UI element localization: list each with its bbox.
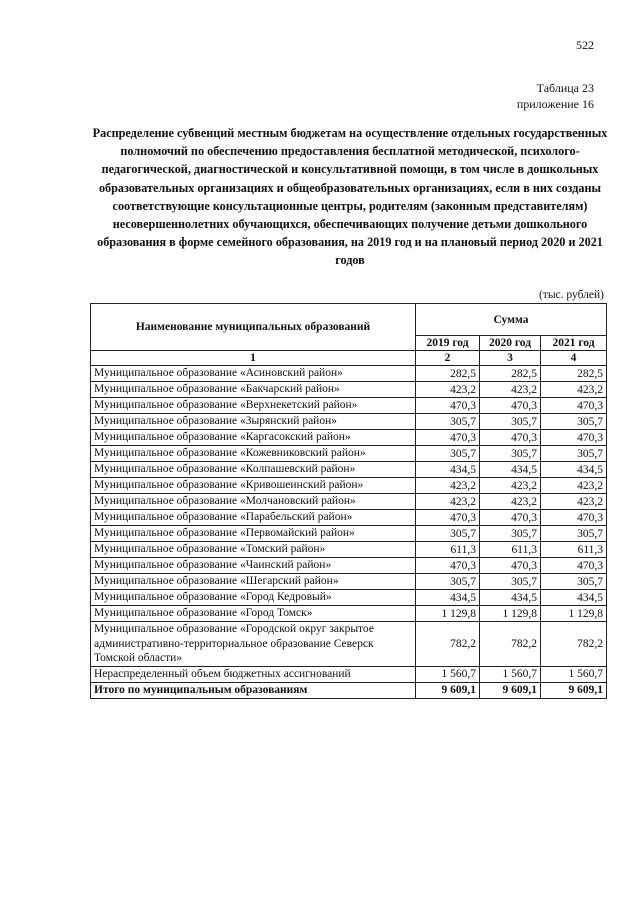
value-2019: 282,5	[416, 366, 480, 382]
value-2020: 470,3	[480, 430, 541, 446]
table-row	[91, 366, 607, 382]
row-name: Муниципальное образование «Верхнекетский район»	[91, 398, 416, 414]
table-row	[91, 494, 607, 510]
row-name: Муниципальное образование «Город Томск»	[91, 606, 416, 622]
table-body	[91, 366, 607, 699]
value-2021: 1 560,7	[541, 666, 607, 682]
row-name: Муниципальное образование «Колпашевский район»	[91, 462, 416, 478]
table-row	[91, 526, 607, 542]
value-2019: 434,5	[416, 590, 480, 606]
year-header-2021: 2021 год	[541, 336, 607, 351]
table-row	[91, 606, 607, 622]
value-2021: 1 129,8	[541, 606, 607, 622]
value-2021: 282,5	[541, 366, 607, 382]
row-name: Муниципальное образование «Бакчарский район»	[91, 382, 416, 398]
row-name: Муниципальное образование «Каргасокский район»	[91, 430, 416, 446]
col-number: 4	[541, 351, 607, 366]
value-2019: 1 560,7	[416, 666, 480, 682]
table-row	[91, 622, 607, 667]
value-2020: 782,2	[480, 622, 541, 667]
row-name: Муниципальное образование «Кожевниковский район»	[91, 446, 416, 462]
value-2019: 305,7	[416, 526, 480, 542]
value-2021: 470,3	[541, 510, 607, 526]
value-2020: 434,5	[480, 462, 541, 478]
value-2019: 782,2	[416, 622, 480, 667]
table-row	[91, 510, 607, 526]
table-ref-line1: Таблица 23	[536, 81, 594, 95]
col-number: 3	[480, 351, 541, 366]
units-label: (тыс. рублей)	[538, 289, 604, 301]
value-2020: 470,3	[480, 398, 541, 414]
value-2021: 434,5	[541, 590, 607, 606]
row-name: Нераспределенный объем бюджетных ассигнований	[91, 666, 416, 682]
value-2020: 434,5	[480, 590, 541, 606]
value-2019: 470,3	[416, 510, 480, 526]
table-row	[91, 414, 607, 430]
table-row	[91, 398, 607, 414]
year-header-2020: 2020 год	[480, 336, 541, 351]
row-name: Муниципальное образование «Парабельский район»	[91, 510, 416, 526]
value-2021: 305,7	[541, 414, 607, 430]
value-2019: 423,2	[416, 382, 480, 398]
total-2020: 9 609,1	[480, 682, 541, 698]
subsidy-table	[90, 303, 607, 699]
total-row	[91, 682, 607, 698]
row-name: Муниципальное образование «Томский район»	[91, 542, 416, 558]
value-2019: 1 129,8	[416, 606, 480, 622]
table-row	[91, 478, 607, 494]
table-row	[91, 382, 607, 398]
value-2020: 423,2	[480, 478, 541, 494]
table-row	[91, 446, 607, 462]
col-number: 1	[91, 351, 416, 366]
table-row	[91, 542, 607, 558]
table-row	[91, 574, 607, 590]
row-name: Муниципальное образование «Чаинский район»	[91, 558, 416, 574]
table-ref-line2: приложение 16	[516, 97, 594, 111]
value-2020: 305,7	[480, 414, 541, 430]
value-2021: 423,2	[541, 382, 607, 398]
value-2019: 611,3	[416, 542, 480, 558]
table-row	[91, 590, 607, 606]
row-name: Муниципальное образование «Городской округ закрытое административно-территориальное образование Северск Томской области»	[91, 622, 416, 667]
value-2020: 305,7	[480, 574, 541, 590]
page-number: 522	[576, 38, 594, 52]
value-2021: 305,7	[541, 526, 607, 542]
value-2020: 470,3	[480, 510, 541, 526]
value-2020: 1 560,7	[480, 666, 541, 682]
row-name: Муниципальное образование «Молчановский район»	[91, 494, 416, 510]
value-2019: 470,3	[416, 430, 480, 446]
value-2021: 611,3	[541, 542, 607, 558]
row-name: Муниципальное образование «Зырянский район»	[91, 414, 416, 430]
row-name: Муниципальное образование «Первомайский район»	[91, 526, 416, 542]
value-2021: 423,2	[541, 494, 607, 510]
value-2019: 305,7	[416, 446, 480, 462]
table-row	[91, 666, 607, 682]
total-label: Итого по муниципальным образованиям	[91, 682, 416, 698]
value-2021: 782,2	[541, 622, 607, 667]
table-reference	[517, 80, 594, 112]
value-2021: 470,3	[541, 398, 607, 414]
sum-header: Сумма	[416, 304, 607, 336]
value-2021: 470,3	[541, 430, 607, 446]
value-2020: 1 129,8	[480, 606, 541, 622]
value-2019: 423,2	[416, 494, 480, 510]
value-2020: 423,2	[480, 494, 541, 510]
value-2019: 305,7	[416, 574, 480, 590]
table-row	[91, 558, 607, 574]
column-number-row	[91, 351, 607, 366]
table-row	[91, 462, 607, 478]
value-2020: 611,3	[480, 542, 541, 558]
row-name: Муниципальное образование «Асиновский район»	[91, 366, 416, 382]
col-name-header: Наименование муниципальных образований	[91, 304, 416, 351]
row-name: Муниципальное образование «Кривошеинский район»	[91, 478, 416, 494]
total-2021: 9 609,1	[541, 682, 607, 698]
value-2020: 282,5	[480, 366, 541, 382]
value-2019: 470,3	[416, 558, 480, 574]
value-2020: 470,3	[480, 558, 541, 574]
value-2020: 423,2	[480, 382, 541, 398]
total-2019: 9 609,1	[416, 682, 480, 698]
value-2021: 470,3	[541, 558, 607, 574]
value-2019: 434,5	[416, 462, 480, 478]
table-row	[91, 430, 607, 446]
year-header-2019: 2019 год	[416, 336, 480, 351]
value-2021: 423,2	[541, 478, 607, 494]
value-2021: 434,5	[541, 462, 607, 478]
row-name: Муниципальное образование «Шегарский район»	[91, 574, 416, 590]
value-2019: 423,2	[416, 478, 480, 494]
value-2021: 305,7	[541, 446, 607, 462]
col-number: 2	[416, 351, 480, 366]
row-name: Муниципальное образование «Город Кедровый»	[91, 590, 416, 606]
document-title: Распределение субвенций местным бюджетам на осуществление отдельных государственных полномочий по обеспечению предоставления бесплатной методической, психолого-педагогической, диагностической и консультативной помощи, в том числе в дошкольных образовательных организациях и общеобразовательных организациях, если в них созданы соответствующие консультационные центры, родителям (законным представителям) несовершеннолетних обучающихся, обеспечивающих получение детьми дошкольного образования в форме семейного образования, на 2019 год и на плановый период 2020 и 2021 годов	[92, 126, 608, 268]
value-2020: 305,7	[480, 526, 541, 542]
value-2019: 470,3	[416, 398, 480, 414]
value-2020: 305,7	[480, 446, 541, 462]
value-2021: 305,7	[541, 574, 607, 590]
value-2019: 305,7	[416, 414, 480, 430]
